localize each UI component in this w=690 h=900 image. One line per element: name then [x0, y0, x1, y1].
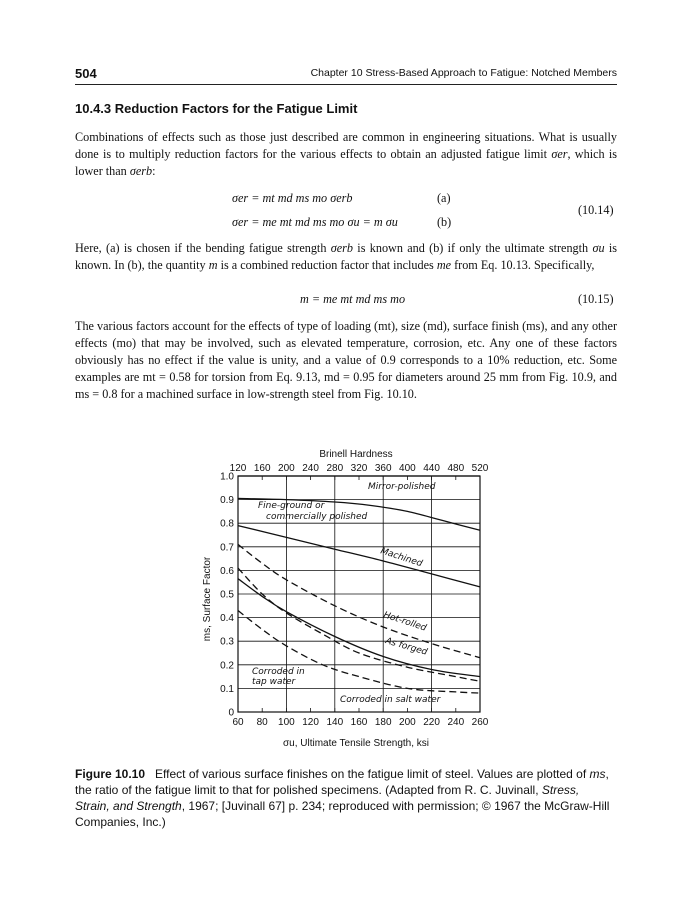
y-tick-label: 0.2 — [220, 660, 234, 672]
book-title: Stress, Strain, and Strength — [75, 783, 580, 813]
y-tick-label: 0.6 — [220, 565, 234, 577]
y-tick-label: 0 — [228, 707, 234, 719]
x-tick-label: 220 — [423, 717, 440, 728]
paragraph-explanation — [75, 240, 617, 274]
curve-label: Hot-rolled — [382, 610, 428, 634]
y-tick-label: 0.3 — [220, 636, 234, 648]
page-number: 504 — [75, 66, 97, 81]
top-tick-label: 440 — [423, 463, 440, 474]
equation-number-10-15: (10.15) — [578, 292, 614, 306]
symbol: σer — [551, 147, 568, 161]
top-tick-label: 400 — [399, 463, 416, 474]
x-tick-label: 140 — [326, 717, 344, 728]
curve-label — [258, 501, 368, 522]
top-tick-label: 120 — [229, 463, 247, 474]
y-tick-label: 0.5 — [220, 589, 234, 601]
equation-number-10-14: (10.14) — [578, 203, 614, 217]
curve-label: As forged — [384, 636, 429, 658]
section-title: 10.4.3 Reduction Factors for the Fatigue Limit — [75, 101, 358, 116]
label-line: commercially polished — [266, 512, 368, 522]
text-span: Combinations of effects such as those just described are common in engineering situations. What is usually done is to multiply reduction factors for the various effects to obtain an adjusted fatigue limit — [75, 130, 617, 161]
top-tick-label: 480 — [447, 463, 465, 474]
equation-10-14b: σer = me mt md ms mo σu = m σu — [232, 215, 398, 229]
x-tick-label: 80 — [256, 717, 268, 728]
text-span: is known. In (b), the quantity — [75, 241, 617, 272]
paragraph-factors: The various factors account for the effects of type of loading (mt), size (md), surface finish (ms), and any other effects (mo) that may be involved, such as elevated temperature, corrosion, etc. Any one of these factors obviously has no effect if the value is unity, and a value of 0.9 corresponds to a 10% reduction, etc. Some examples are mt = 0.58 for torsion from Eq. 9.13, md = 0.95 for diameters around 25 mm from Fig. 10.9, and ms = 0.8 for a machined surface in low-strength steel from Fig. 10.10. — [75, 319, 617, 401]
y-tick-label: 0.8 — [220, 518, 234, 530]
symbol: m — [208, 258, 218, 272]
text-span: , 1967; [Juvinall 67] p. 234; reproduced with permission; © 1967 the McGraw-Hill Companies, Inc.) — [75, 799, 610, 829]
top-tick-label: 240 — [302, 463, 319, 474]
curve-label: Corroded in salt water — [340, 695, 441, 705]
top-tick-label: 200 — [278, 463, 295, 474]
curve-label: Mirror-polished — [368, 482, 436, 492]
equation-tag-a: (a) — [437, 191, 451, 205]
text-span: , which is lower than — [75, 147, 617, 178]
symbol: σerb — [129, 164, 153, 178]
figure-label: Figure 10.10 — [75, 767, 146, 781]
top-tick-label: 320 — [350, 463, 368, 474]
page-header — [75, 66, 617, 85]
symbol: ms — [589, 767, 606, 781]
top-tick-label: 360 — [374, 463, 392, 474]
curve-hot-rolled — [238, 544, 480, 657]
text-span: Effect of various surface finishes on the fatigue limit of steel. Values are plotted of — [155, 767, 590, 781]
curve-label — [252, 667, 305, 687]
equation-10-15: m = me mt md ms mo — [300, 292, 406, 306]
top-tick-label: 160 — [253, 463, 271, 474]
curve-corroded-in-tap-water — [238, 568, 480, 681]
paragraph-intro — [75, 129, 617, 180]
x-tick-label: 100 — [278, 717, 295, 728]
top-tick-label: 280 — [326, 463, 344, 474]
text-span: is known and (b) if only the ultimate strength — [353, 241, 593, 255]
x-tick-label: 120 — [302, 717, 319, 728]
x-tick-label: 60 — [232, 717, 244, 728]
chart-y-label: ms, Surface Factor — [202, 556, 213, 642]
label-line: Fine-ground or — [258, 501, 325, 511]
y-tick-label: 0.4 — [220, 613, 234, 625]
curve-label: Machined — [379, 546, 424, 570]
y-tick-label: 0.7 — [220, 542, 234, 554]
x-tick-label: 160 — [350, 717, 368, 728]
x-tick-label: 240 — [447, 717, 465, 728]
x-tick-label: 180 — [374, 717, 392, 728]
chart-annotations — [252, 482, 442, 705]
top-tick-label: 520 — [471, 463, 489, 474]
text-span: is a combined reduction factor that includes — [217, 258, 437, 272]
chart-title: Brinell Hardness — [319, 449, 393, 460]
equation-tag-b: (b) — [437, 215, 452, 229]
curve-as-forged — [238, 579, 480, 677]
figure-caption — [75, 766, 617, 830]
y-tick-label: 0.9 — [220, 495, 234, 507]
equation-10-14a: σer = mt md ms mo σerb — [232, 191, 353, 205]
symbol: me — [436, 258, 452, 272]
y-tick-label: 1.0 — [220, 471, 234, 483]
text-span: Here, (a) is chosen if the bending fatigue strength — [75, 241, 331, 255]
text-span: from Eq. 10.13. Specifically, — [451, 258, 595, 272]
curve-machined — [238, 526, 480, 587]
symbol: σerb — [330, 241, 353, 255]
x-tick-label: 200 — [399, 717, 416, 728]
label-line: tap water — [252, 677, 296, 687]
text-span: , the ratio of the fatigue limit to that for polished specimens. (Adapted from R. C. Juvinall, — [75, 767, 609, 797]
surface-factor-chart — [0, 440, 690, 760]
chart-x-label: σu, Ultimate Tensile Strength, ksi — [282, 738, 430, 749]
y-tick-label: 0.1 — [220, 683, 234, 695]
label-line: Corroded in — [252, 667, 305, 677]
symbol: σu — [592, 241, 605, 255]
text-span: : — [152, 164, 156, 178]
x-tick-label: 260 — [471, 717, 489, 728]
running-head: Chapter 10 Stress-Based Approach to Fatigue: Notched Members — [310, 67, 617, 79]
